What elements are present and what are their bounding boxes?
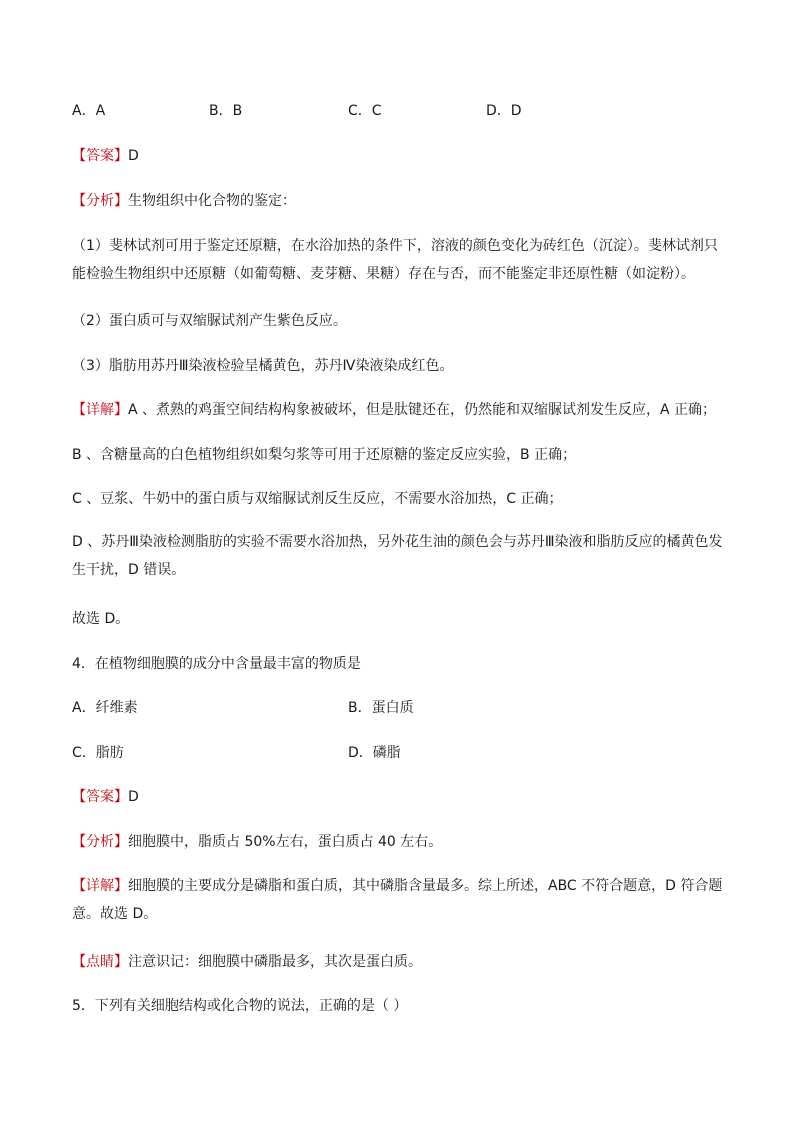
tip-tag: 【点睛】 [72, 954, 128, 970]
detail-a-text: A 、煮熟的鸡蛋空间结构构象被破坏，但是肽键还在，仍然能和双缩脲试剂发生反应，A 正确； [128, 402, 717, 418]
q3-detail-a [72, 400, 728, 420]
q3-analysis-point-3: （3）脂肪用苏丹Ⅲ染液检验呈橘黄色，苏丹Ⅳ染液染成红色。 [72, 358, 454, 374]
q4-tip [72, 952, 728, 972]
tip-text: 注意识记：细胞膜中磷脂最多，其次是蛋白质。 [128, 954, 422, 970]
q4-analysis [72, 832, 728, 852]
q5-stem: 5．下列有关细胞结构或化合物的说法，正确的是（ ） [72, 998, 408, 1014]
q3-analysis-point-1: （1）斐林试剂可用于鉴定还原糖，在水浴加热的条件下，溶液的颜色变化为砖红色（沉淀）。斐林试剂只能检验生物组织中还原糖（如葡萄糖、麦芽糖、果糖）存在与否，而不能鉴定非还原性糖（如淀粉）。 [72, 238, 718, 282]
answer-value: D [128, 789, 139, 805]
q4-option-c: C．脂肪 [72, 745, 124, 761]
answer-tag: 【答案】 [72, 148, 128, 164]
q3-analysis-title [72, 191, 728, 211]
q4-stem: 4．在植物细胞膜的成分中含量最丰富的物质是 [72, 656, 361, 672]
q3-conclusion: 故选 D。 [72, 611, 130, 627]
q3-detail-c: C 、豆浆、牛奶中的蛋白质与双缩脲试剂反生反应，不需要水浴加热，C 正确； [72, 491, 563, 507]
answer-value: D [128, 148, 139, 164]
q4-answer [72, 787, 728, 807]
q3-detail-d: D 、苏丹Ⅲ染液检测脂肪的实验不需要水浴加热，另外花生油的颜色会与苏丹Ⅲ染液和脂肪反应的橘黄色发生干扰，D 错误。 [72, 534, 723, 578]
q3-option-b: B．B [209, 103, 243, 119]
answer-tag: 【答案】 [72, 789, 128, 805]
detail-text: 细胞膜的主要成分是磷脂和蛋白质，其中磷脂含量最多。综上所述，ABC 不符合题意，D 符合题意。故选 D。 [72, 878, 723, 922]
q3-option-a: A．A [72, 103, 106, 119]
q3-detail-b: B 、含糖量高的白色植物组织如梨匀浆等可用于还原糖的鉴定反应实验，B 正确； [72, 447, 577, 463]
q3-option-c: C．C [348, 103, 382, 119]
q3-answer [72, 146, 728, 166]
analysis-title-text: 生物组织中化合物的鉴定： [128, 193, 296, 209]
analysis-tag: 【分析】 [72, 193, 128, 209]
q4-detail [72, 872, 728, 928]
q4-option-a: A．纤维素 [72, 700, 138, 716]
analysis-tag: 【分析】 [72, 834, 128, 850]
detail-tag: 【详解】 [72, 402, 128, 418]
q4-option-b: B．蛋白质 [348, 700, 414, 716]
analysis-text: 细胞膜中，脂质占 50%左右，蛋白质占 40 左右。 [128, 834, 443, 850]
q3-option-d: D．D [486, 103, 522, 119]
q4-option-d: D．磷脂 [348, 745, 401, 761]
q3-analysis-point-2: （2）蛋白质可与双缩脲试剂产生紫色反应。 [72, 313, 347, 329]
detail-tag: 【详解】 [72, 878, 128, 894]
